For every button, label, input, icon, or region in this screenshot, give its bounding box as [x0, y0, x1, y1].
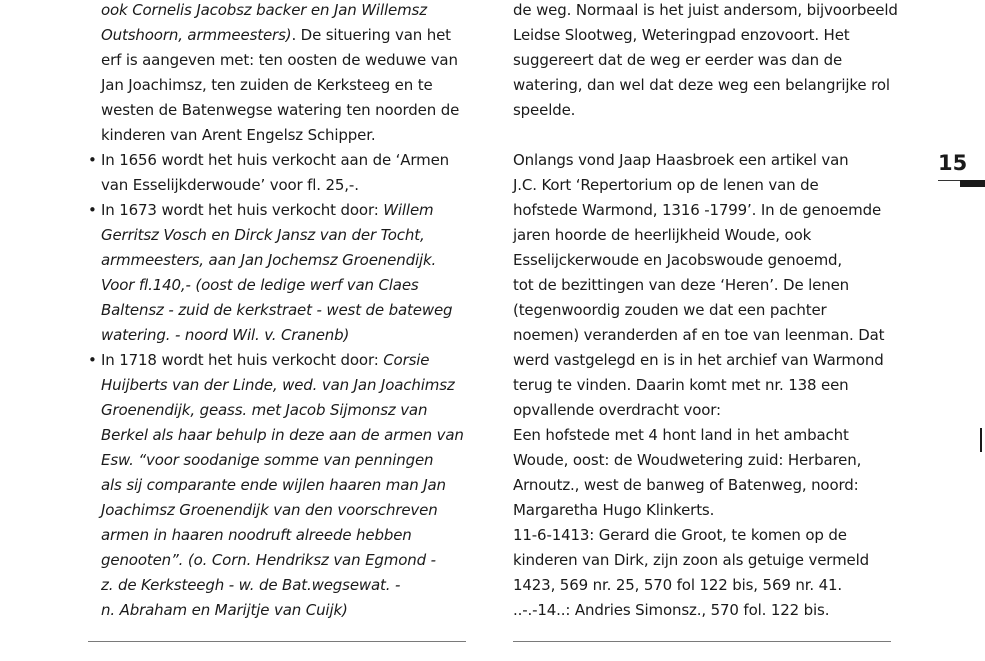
- paragraph-2-line: Esselijckerwoude en Jacobswoude genoemd,: [513, 251, 843, 269]
- paragraph-2-line: jaren hoorde de heerlijkheid Woude, ook: [513, 226, 812, 244]
- paragraph-1-line: Leidse Slootweg, Weteringpad enzovoort. Het: [513, 26, 850, 44]
- paragraph-2-line: tot de bezittingen van deze ‘Heren’. De lenen: [513, 276, 850, 294]
- intro-text: kinderen van Arent Engelsz Schipper.: [101, 126, 376, 144]
- paragraph-2-line: werd vastgelegd en is in het archief van Warmond: [513, 351, 884, 369]
- paragraph-1-line: watering, dan wel dat deze weg een belangrijke rol: [513, 76, 890, 94]
- right-column-bottom-rule: [513, 641, 891, 642]
- bullet-text: In 1673 wordt het huis verkocht door:: [101, 201, 384, 219]
- page-tab-line: [938, 180, 960, 181]
- paragraph-2-line: 11-6-1413: Gerard die Groot, te komen op de: [513, 526, 847, 544]
- bullet-3-line-1: [88, 348, 468, 373]
- bullet-dot: •: [88, 151, 97, 169]
- intro-text: erf is aangeven met: ten oosten de weduwe van: [101, 51, 458, 69]
- intro-italic: Outshoorn, armmeesters): [101, 26, 292, 44]
- intro-line-6: [88, 123, 468, 148]
- bullet-1-line-2: [88, 173, 468, 198]
- intro-text: Jan Joachimsz, ten zuiden de Kerksteeg en te: [101, 76, 433, 94]
- paragraph-1-line: de weg. Normaal is het juist andersom, bijvoorbeeld: [513, 1, 898, 19]
- intro-line-4: [88, 73, 468, 98]
- paragraph-1-line: suggereert dat de weg er eerder was dan de: [513, 51, 843, 69]
- paragraph-2-line: hofstede Warmond, 1316 -1799’. In de genoemde: [513, 201, 882, 219]
- page-edge-mark: [980, 428, 982, 452]
- bullet-3-line-10: z. de Kerksteegh - w. de Bat.wegsewat. -: [101, 576, 401, 594]
- bullet-italic: Willem: [383, 201, 434, 219]
- intro-text: westen de Batenwegse watering ten noorden de: [101, 101, 460, 119]
- paragraph-2-line: opvallende overdracht voor:: [513, 401, 721, 419]
- intro-text: . De situering van het: [291, 26, 451, 44]
- bullet-3-line-3: Groenendijk, geass. met Jacob Sijmonsz van: [101, 401, 428, 419]
- left-column-bottom-rule: [88, 641, 466, 642]
- bullet-2-line-2: Gerritsz Vosch en Dirck Jansz van der Tocht,: [101, 226, 425, 244]
- bullet-3-line-2: Huijberts van der Linde, wed. van Jan Joachimsz: [101, 376, 455, 394]
- bullet-2-line-4: Voor fl.140,- (oost de ledige werf van Claes: [101, 276, 419, 294]
- intro-line-5: [88, 98, 468, 123]
- bullet-text: In 1718 wordt het huis verkocht door:: [101, 351, 384, 369]
- bullet-2-line-5: Baltensz - zuid de kerkstraet - west de bateweg: [101, 301, 453, 319]
- bullet-3-line-11: n. Abraham en Marijtje van Cuijk): [101, 601, 348, 619]
- bullet-2-line-3: armmeesters, aan Jan Jochemsz Groenendijk.: [101, 251, 437, 269]
- paragraph-2-line: 1423, 569 nr. 25, 570 fol 122 bis, 569 nr. 41.: [513, 576, 842, 594]
- intro-line-2: [88, 23, 468, 48]
- page-number: 15: [938, 151, 968, 175]
- paragraph-2-line: J.C. Kort ‘Repertorium op de lenen van de: [513, 176, 819, 194]
- bullet-text: van Esselijkderwoude’ voor fl. 25,-.: [101, 176, 359, 194]
- bullet-italic: Corsie: [383, 351, 430, 369]
- paragraph-2-line: Margaretha Hugo Klinkerts.: [513, 501, 715, 519]
- bullet-dot: •: [88, 201, 97, 219]
- bullet-3-line-8: armen in haaren noodruft alreede hebben: [101, 526, 412, 544]
- paragraph-2-line: (tegenwoordig zouden we dat een pachter: [513, 301, 827, 319]
- intro-line-1: [88, 0, 468, 23]
- paragraph-2-line: kinderen van Dirk, zijn zoon als getuige vermeld: [513, 551, 869, 569]
- left-column: [88, 0, 468, 623]
- paragraph-2-line: noemen) veranderden af en toe van leenman. Dat: [513, 326, 885, 344]
- paragraph-2-line: Arnoutz., west de banweg of Batenweg, noord:: [513, 476, 859, 494]
- intro-italic: ook Cornelis Jacobsz backer en Jan Willemsz: [101, 1, 427, 19]
- page-tab-block: [960, 180, 985, 187]
- bullet-3-line-7: Joachimsz Groenendijk van den voorschreven: [101, 501, 438, 519]
- paragraph-gap: [513, 123, 898, 148]
- bullet-3-line-6: als sij comparante ende wijlen haaren man Jan: [101, 476, 446, 494]
- paragraph-2-line: Woude, oost: de Woudwetering zuid: Herbaren,: [513, 451, 862, 469]
- paragraph-2-line: ..-.-14..: Andries Simonsz., 570 fol. 122 bis.: [513, 601, 830, 619]
- paragraph-2-line: Onlangs vond Jaap Haasbroek een artikel van: [513, 151, 849, 169]
- bullet-1-line-1: [88, 148, 468, 173]
- paragraph-2-line: terug te vinden. Daarin komt met nr. 138 een: [513, 376, 849, 394]
- paragraph-1-line: speelde.: [513, 101, 576, 119]
- bullet-2-line-1: [88, 198, 468, 223]
- bullet-3-line-5: Esw. “voor soodanige somme van penningen: [101, 451, 434, 469]
- bullet-3-line-4: Berkel als haar behulp in deze aan de armen van: [101, 426, 464, 444]
- bullet-text: In 1656 wordt het huis verkocht aan de ‘Armen: [101, 151, 450, 169]
- bullet-2-line-6: watering. - noord Wil. v. Cranenb): [101, 326, 350, 344]
- bullet-3-line-9: genooten”. (o. Corn. Hendriksz van Egmond -: [101, 551, 436, 569]
- intro-line-3: [88, 48, 468, 73]
- bullet-dot: •: [88, 351, 97, 369]
- paragraph-2-line: Een hofstede met 4 hont land in het ambacht: [513, 426, 849, 444]
- right-column: [513, 0, 898, 623]
